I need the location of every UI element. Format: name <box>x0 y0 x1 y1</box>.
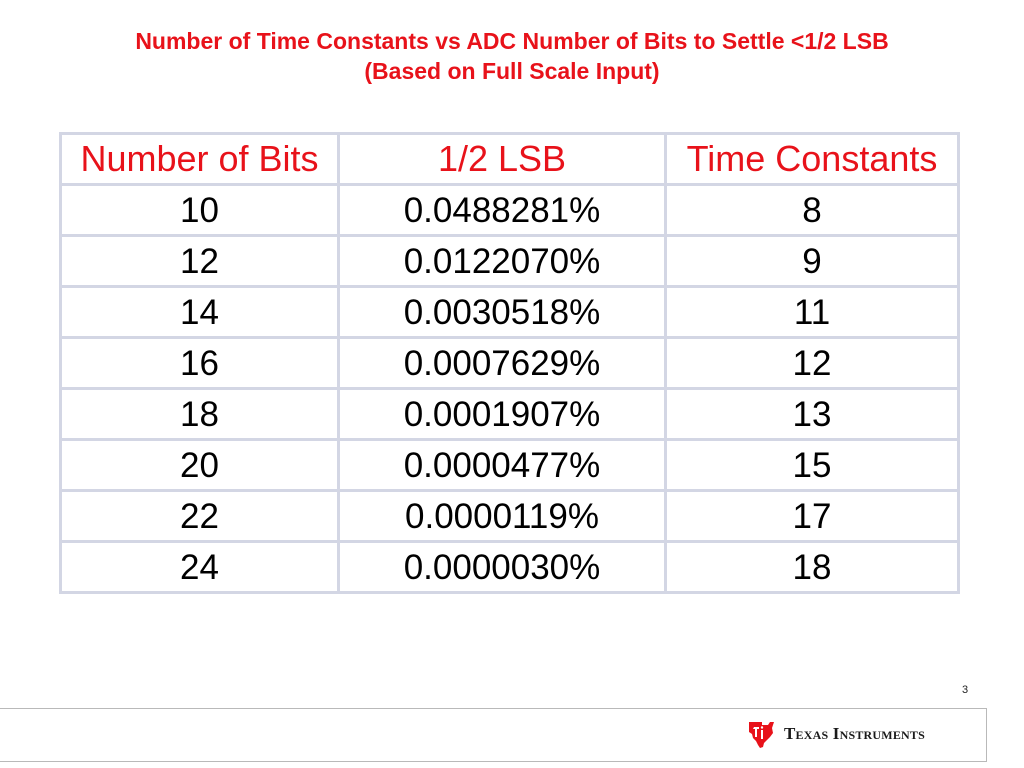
cell-time-constants: 15 <box>666 440 959 491</box>
slide-title-line-2: (Based on Full Scale Input) <box>364 58 660 84</box>
table-row <box>61 542 959 593</box>
cell-bits: 12 <box>61 236 339 287</box>
settling-table <box>59 132 960 594</box>
table-row <box>61 440 959 491</box>
page-number: 3 <box>962 684 969 696</box>
cell-time-constants: 8 <box>666 185 959 236</box>
cell-time-constants: 12 <box>666 338 959 389</box>
table-row <box>61 236 959 287</box>
cell-half-lsb: 0.0001907% <box>339 389 666 440</box>
cell-time-constants: 18 <box>666 542 959 593</box>
settling-table-container <box>59 132 960 594</box>
header-time-constants: Time Constants <box>666 134 959 185</box>
cell-half-lsb: 0.0000030% <box>339 542 666 593</box>
header-half-lsb: 1/2 LSB <box>339 134 666 185</box>
cell-bits: 16 <box>61 338 339 389</box>
table-row <box>61 491 959 542</box>
cell-half-lsb: 0.0030518% <box>339 287 666 338</box>
cell-bits: 18 <box>61 389 339 440</box>
cell-time-constants: 9 <box>666 236 959 287</box>
cell-time-constants: 11 <box>666 287 959 338</box>
cell-half-lsb: 0.0000477% <box>339 440 666 491</box>
table-row <box>61 338 959 389</box>
table-row <box>61 287 959 338</box>
slide-title <box>0 26 1024 86</box>
table-row <box>61 389 959 440</box>
slide-title-line-1: Number of Time Constants vs ADC Number of Bits to Settle <1/2 LSB <box>135 28 889 54</box>
cell-time-constants: 13 <box>666 389 959 440</box>
cell-bits: 24 <box>61 542 339 593</box>
cell-bits: 20 <box>61 440 339 491</box>
cell-bits: 10 <box>61 185 339 236</box>
ti-logo <box>746 719 925 749</box>
cell-half-lsb: 0.0007629% <box>339 338 666 389</box>
cell-time-constants: 17 <box>666 491 959 542</box>
texas-instruments-logo-icon <box>746 719 776 749</box>
cell-bits: 22 <box>61 491 339 542</box>
table-row <box>61 185 959 236</box>
table-header-row <box>61 134 959 185</box>
header-number-of-bits: Number of Bits <box>61 134 339 185</box>
brand-name: Texas Instruments <box>784 724 925 743</box>
cell-half-lsb: 0.0488281% <box>339 185 666 236</box>
cell-bits: 14 <box>61 287 339 338</box>
cell-half-lsb: 0.0000119% <box>339 491 666 542</box>
cell-half-lsb: 0.0122070% <box>339 236 666 287</box>
